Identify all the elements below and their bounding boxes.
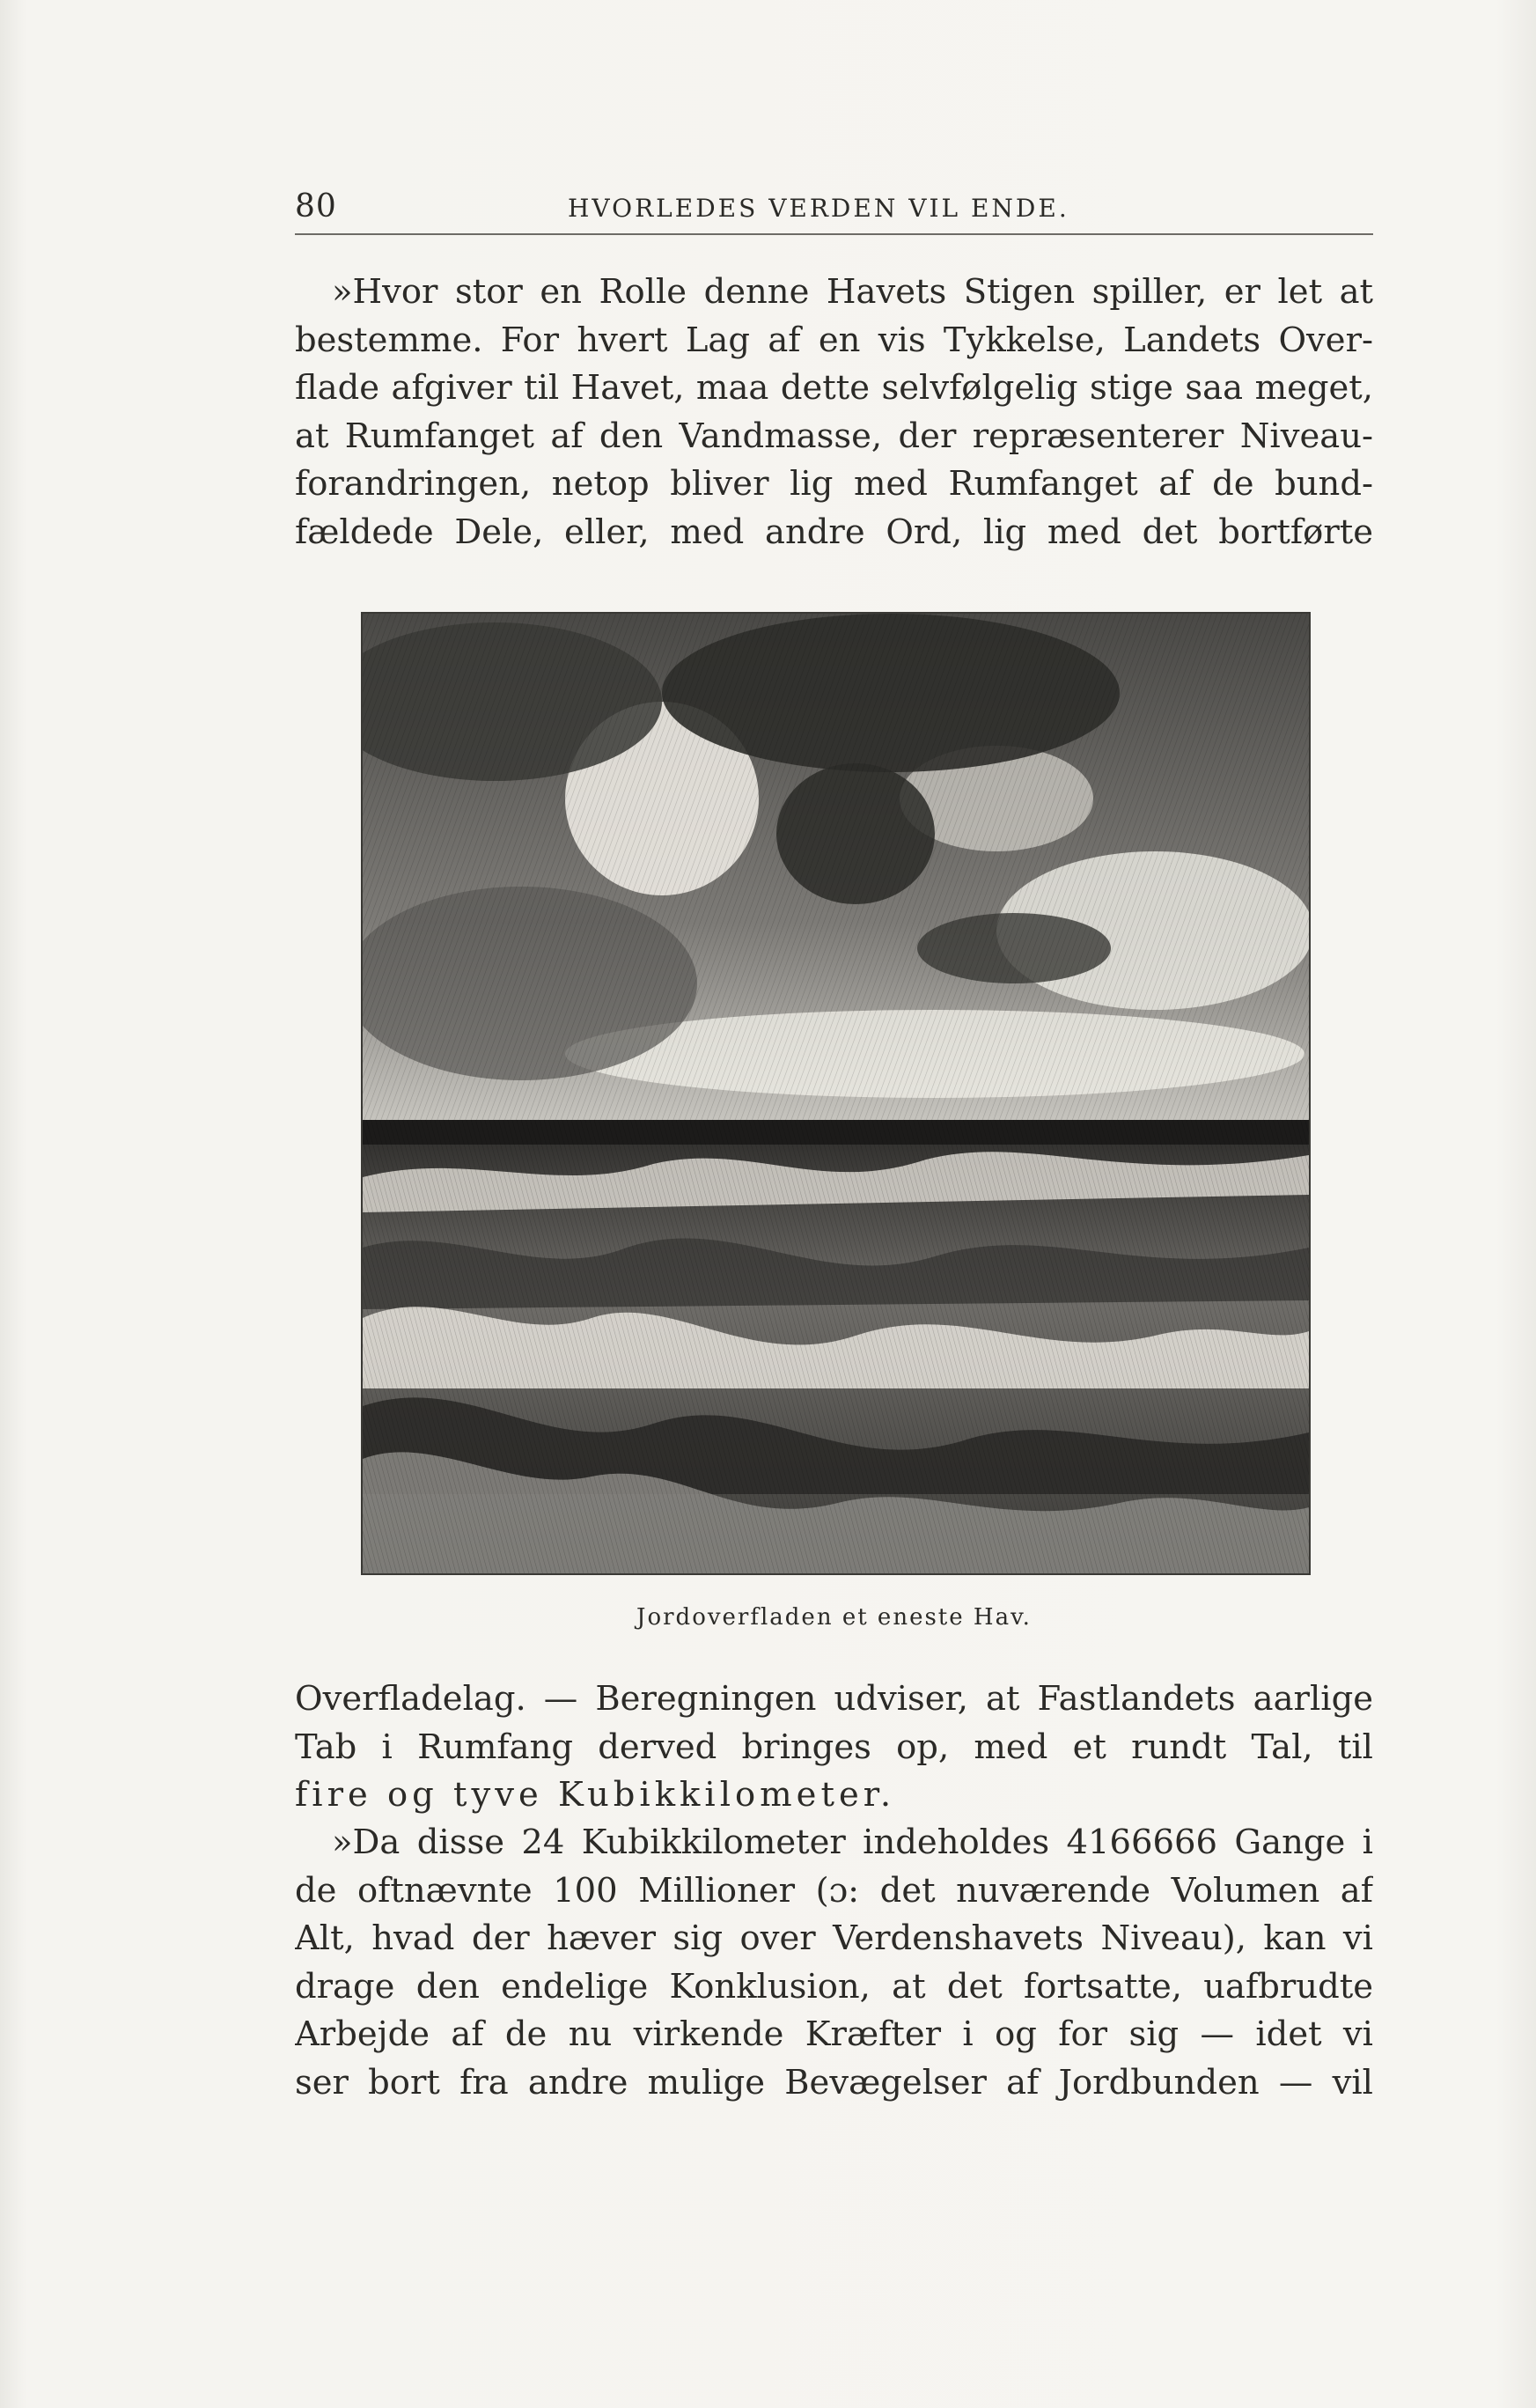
page-header <box>295 185 1373 235</box>
text-line: drage den endelige Konklusion, at det fortsatte, uafbrudte <box>295 1966 1373 2007</box>
text-line: »Hvor stor en Rolle denne Havets Stigen spiller, er let at <box>332 272 1373 312</box>
text-line: fire og tyve Kubikkilometer. <box>295 1775 896 1815</box>
text-line: Alt, hvad der hæver sig over Verdenshavets Niveau), kan vi <box>295 1918 1373 1958</box>
text-line: Arbejde af de nu virkende Kræfter i og for sig — idet vi <box>295 2014 1373 2054</box>
bottom-paragraph-1 <box>295 1675 1373 1820</box>
figure-caption: Jordoverfladen et eneste Hav. <box>636 1604 1032 1631</box>
text-line: at Rumfanget af den Vandmasse, der repræsenterer Niveau- <box>295 416 1373 456</box>
text-line: fældede Dele, eller, med andre Ord, lig med det bortførte <box>295 512 1373 552</box>
text-line: »Da disse 24 Kubikkilometer indeholdes 4166666 Gange i <box>332 1823 1373 1862</box>
top-paragraph <box>295 269 1373 556</box>
sea-illustration <box>363 614 1309 1573</box>
page-number: 80 <box>295 188 337 225</box>
text-line: Overfladelag. — Beregningen udviser, at Fastlandets aarlige <box>295 1679 1373 1719</box>
text-line: de oftnævnte 100 Millioner (ɔ: det nuværende Volumen af <box>295 1870 1373 1911</box>
sea-engraving <box>361 612 1311 1575</box>
text-line: flade afgiver til Havet, maa dette selvfølgelig stige saa meget, <box>295 368 1373 408</box>
text-line: bestemme. For hvert Lag af en vis Tykkelse, Landets Over- <box>295 320 1373 360</box>
text-line: ser bort fra andre mulige Bevægelser af Jordbunden — vil <box>295 2062 1373 2102</box>
text-line: Tab i Rumfang derved bringes op, med et rundt Tal, til <box>295 1727 1373 1767</box>
text-line: forandringen, netop bliver lig med Rumfanget af de bund- <box>295 464 1373 504</box>
running-title: HVORLEDES VERDEN VIL ENDE. <box>568 194 1069 223</box>
bottom-paragraph-2 <box>295 1819 1373 2107</box>
